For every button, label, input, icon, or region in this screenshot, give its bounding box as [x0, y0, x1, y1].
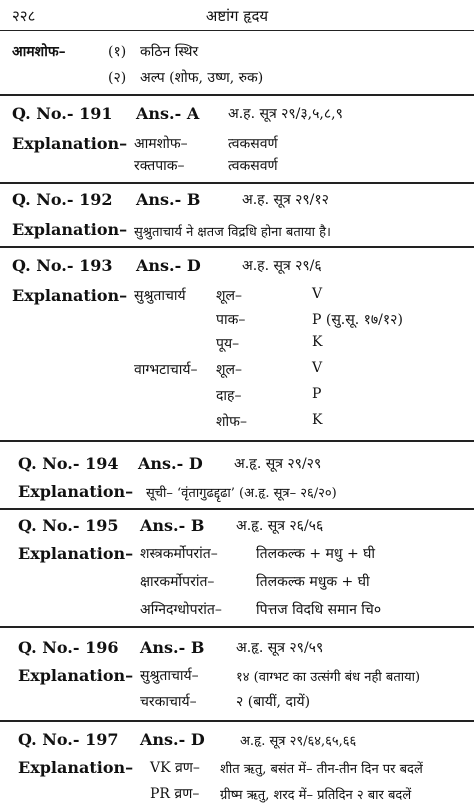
dosha-value: V — [312, 286, 323, 302]
question-number: Q. No.- 197 — [18, 730, 119, 749]
exp-row-value: ग्रीष्म ऋतु, शरद में– प्रतिदिन २ बार बदलें — [220, 788, 412, 803]
explanation-label: Explanation– — [18, 544, 134, 563]
exp-row-value: २ (बायीं, दायें) — [236, 694, 311, 710]
section-divider — [0, 94, 474, 96]
reference: अ.हृ. सूत्र २९/२९ — [234, 456, 322, 472]
section-divider — [0, 246, 474, 248]
exp-row-term: रक्तपाक– — [134, 158, 185, 174]
explanation-text: सूची– ‘वृंतागुढद्दृढा’ (अ.हृ. सूत्र– २६/२०) — [146, 486, 337, 501]
question-number: Q. No.- 191 — [12, 104, 113, 123]
answer: Ans.- B — [140, 638, 205, 657]
intro-term: आमशोफ– — [12, 44, 66, 60]
reference: अ.हृ. सूत्र २६/५६ — [236, 518, 324, 534]
exp-row-value: १४ (वाग्भट का उत्संगी बंध नही बताया) — [236, 670, 421, 685]
section-divider — [0, 720, 474, 722]
answer: Ans.- D — [138, 454, 203, 473]
dosha-value: P (सु.सू. १७/१२) — [312, 312, 403, 328]
answer: Ans.- B — [136, 190, 201, 209]
dosha-term: दाह– — [216, 388, 242, 404]
exp-row-term: शस्त्रकर्मोपरांत– — [140, 546, 218, 562]
explanation-label: Explanation– — [12, 134, 128, 153]
explanation-label: Explanation– — [12, 286, 128, 305]
answer: Ans.- A — [136, 104, 200, 123]
dosha-value: K — [312, 412, 323, 428]
exp-row-term: क्षारकर्मोपरांत– — [140, 574, 215, 590]
dosha-term: शूल– — [216, 362, 243, 378]
explanation-label: Explanation– — [12, 220, 128, 239]
explanation-label: Explanation– — [18, 758, 134, 777]
author-name: वाग्भटाचार्य– — [134, 362, 198, 378]
dosha-term: शोफ– — [216, 414, 247, 430]
reference: अ.ह. सूत्र २९/१२ — [242, 192, 329, 208]
answer: Ans.- B — [140, 516, 205, 535]
explanation-label: Explanation– — [18, 666, 134, 685]
exp-row-value: तिलकल्क मधुक + घी — [256, 574, 370, 590]
page-number: २२८ — [12, 7, 36, 25]
reference: अ.ह. सूत्र २९/३,५,८,९ — [228, 106, 343, 122]
exp-row-term: अग्निदग्धोपरांत– — [140, 602, 222, 618]
section-divider — [0, 182, 474, 184]
answer: Ans.- D — [136, 256, 201, 275]
intro-line-1-text: कठिन स्थिर — [140, 44, 199, 60]
dosha-value: P — [312, 386, 322, 402]
exp-row-term: सुश्रुताचार्य– — [140, 668, 199, 684]
dosha-term: शूल– — [216, 288, 243, 304]
dosha-term: पूय– — [216, 336, 240, 352]
section-divider — [0, 440, 474, 442]
reference: अ.हृ. सूत्र २९/५९ — [236, 640, 324, 656]
exp-row-term: चरकाचार्य– — [140, 694, 197, 710]
question-number: Q. No.- 194 — [18, 454, 119, 473]
dosha-value: K — [312, 334, 323, 350]
exp-row-term: VK व्रण– — [150, 760, 200, 776]
explanation-text: सुश्रुताचार्य ने क्षतज विद्रधि होना बताया है। — [134, 225, 331, 240]
explanation-label: Explanation– — [18, 482, 134, 501]
section-divider — [0, 626, 474, 628]
question-number: Q. No.- 193 — [12, 256, 113, 275]
reference: अ.हृ. सूत्र २९/६४,६५,६६ — [240, 734, 357, 749]
intro-line-2-text: अल्प (शोफ, उष्ण, रुक) — [140, 70, 264, 86]
dosha-term: पाक– — [216, 312, 246, 328]
exp-row-value: तिलकल्क + मधु + घी — [256, 546, 376, 562]
question-number: Q. No.- 195 — [18, 516, 119, 535]
dosha-value: V — [312, 360, 323, 376]
section-divider — [0, 508, 474, 510]
exp-row-value: शीत ऋतु, बसंत में– तीन-तीन दिन पर बदलें — [220, 762, 423, 777]
reference: अ.ह. सूत्र २९/६ — [242, 258, 322, 274]
intro-line-1-num: (१) — [108, 44, 127, 60]
intro-line-2-num: (२) — [108, 70, 127, 86]
exp-row-value: पित्तज विदधि समान चि० — [256, 602, 382, 618]
exp-row-term: PR व्रण– — [150, 786, 200, 802]
page-title: अष्टांग हृदय — [205, 7, 269, 25]
exp-row-value: त्वकसवर्ण — [228, 158, 278, 174]
exp-row-term: आमशोफ– — [134, 136, 188, 152]
exp-row-value: त्वकसवर्ण — [228, 136, 278, 152]
question-number: Q. No.- 196 — [18, 638, 119, 657]
page-header — [0, 0, 474, 31]
question-number: Q. No.- 192 — [12, 190, 113, 209]
answer: Ans.- D — [140, 730, 205, 749]
author-name: सुश्रुताचार्य — [134, 288, 186, 304]
